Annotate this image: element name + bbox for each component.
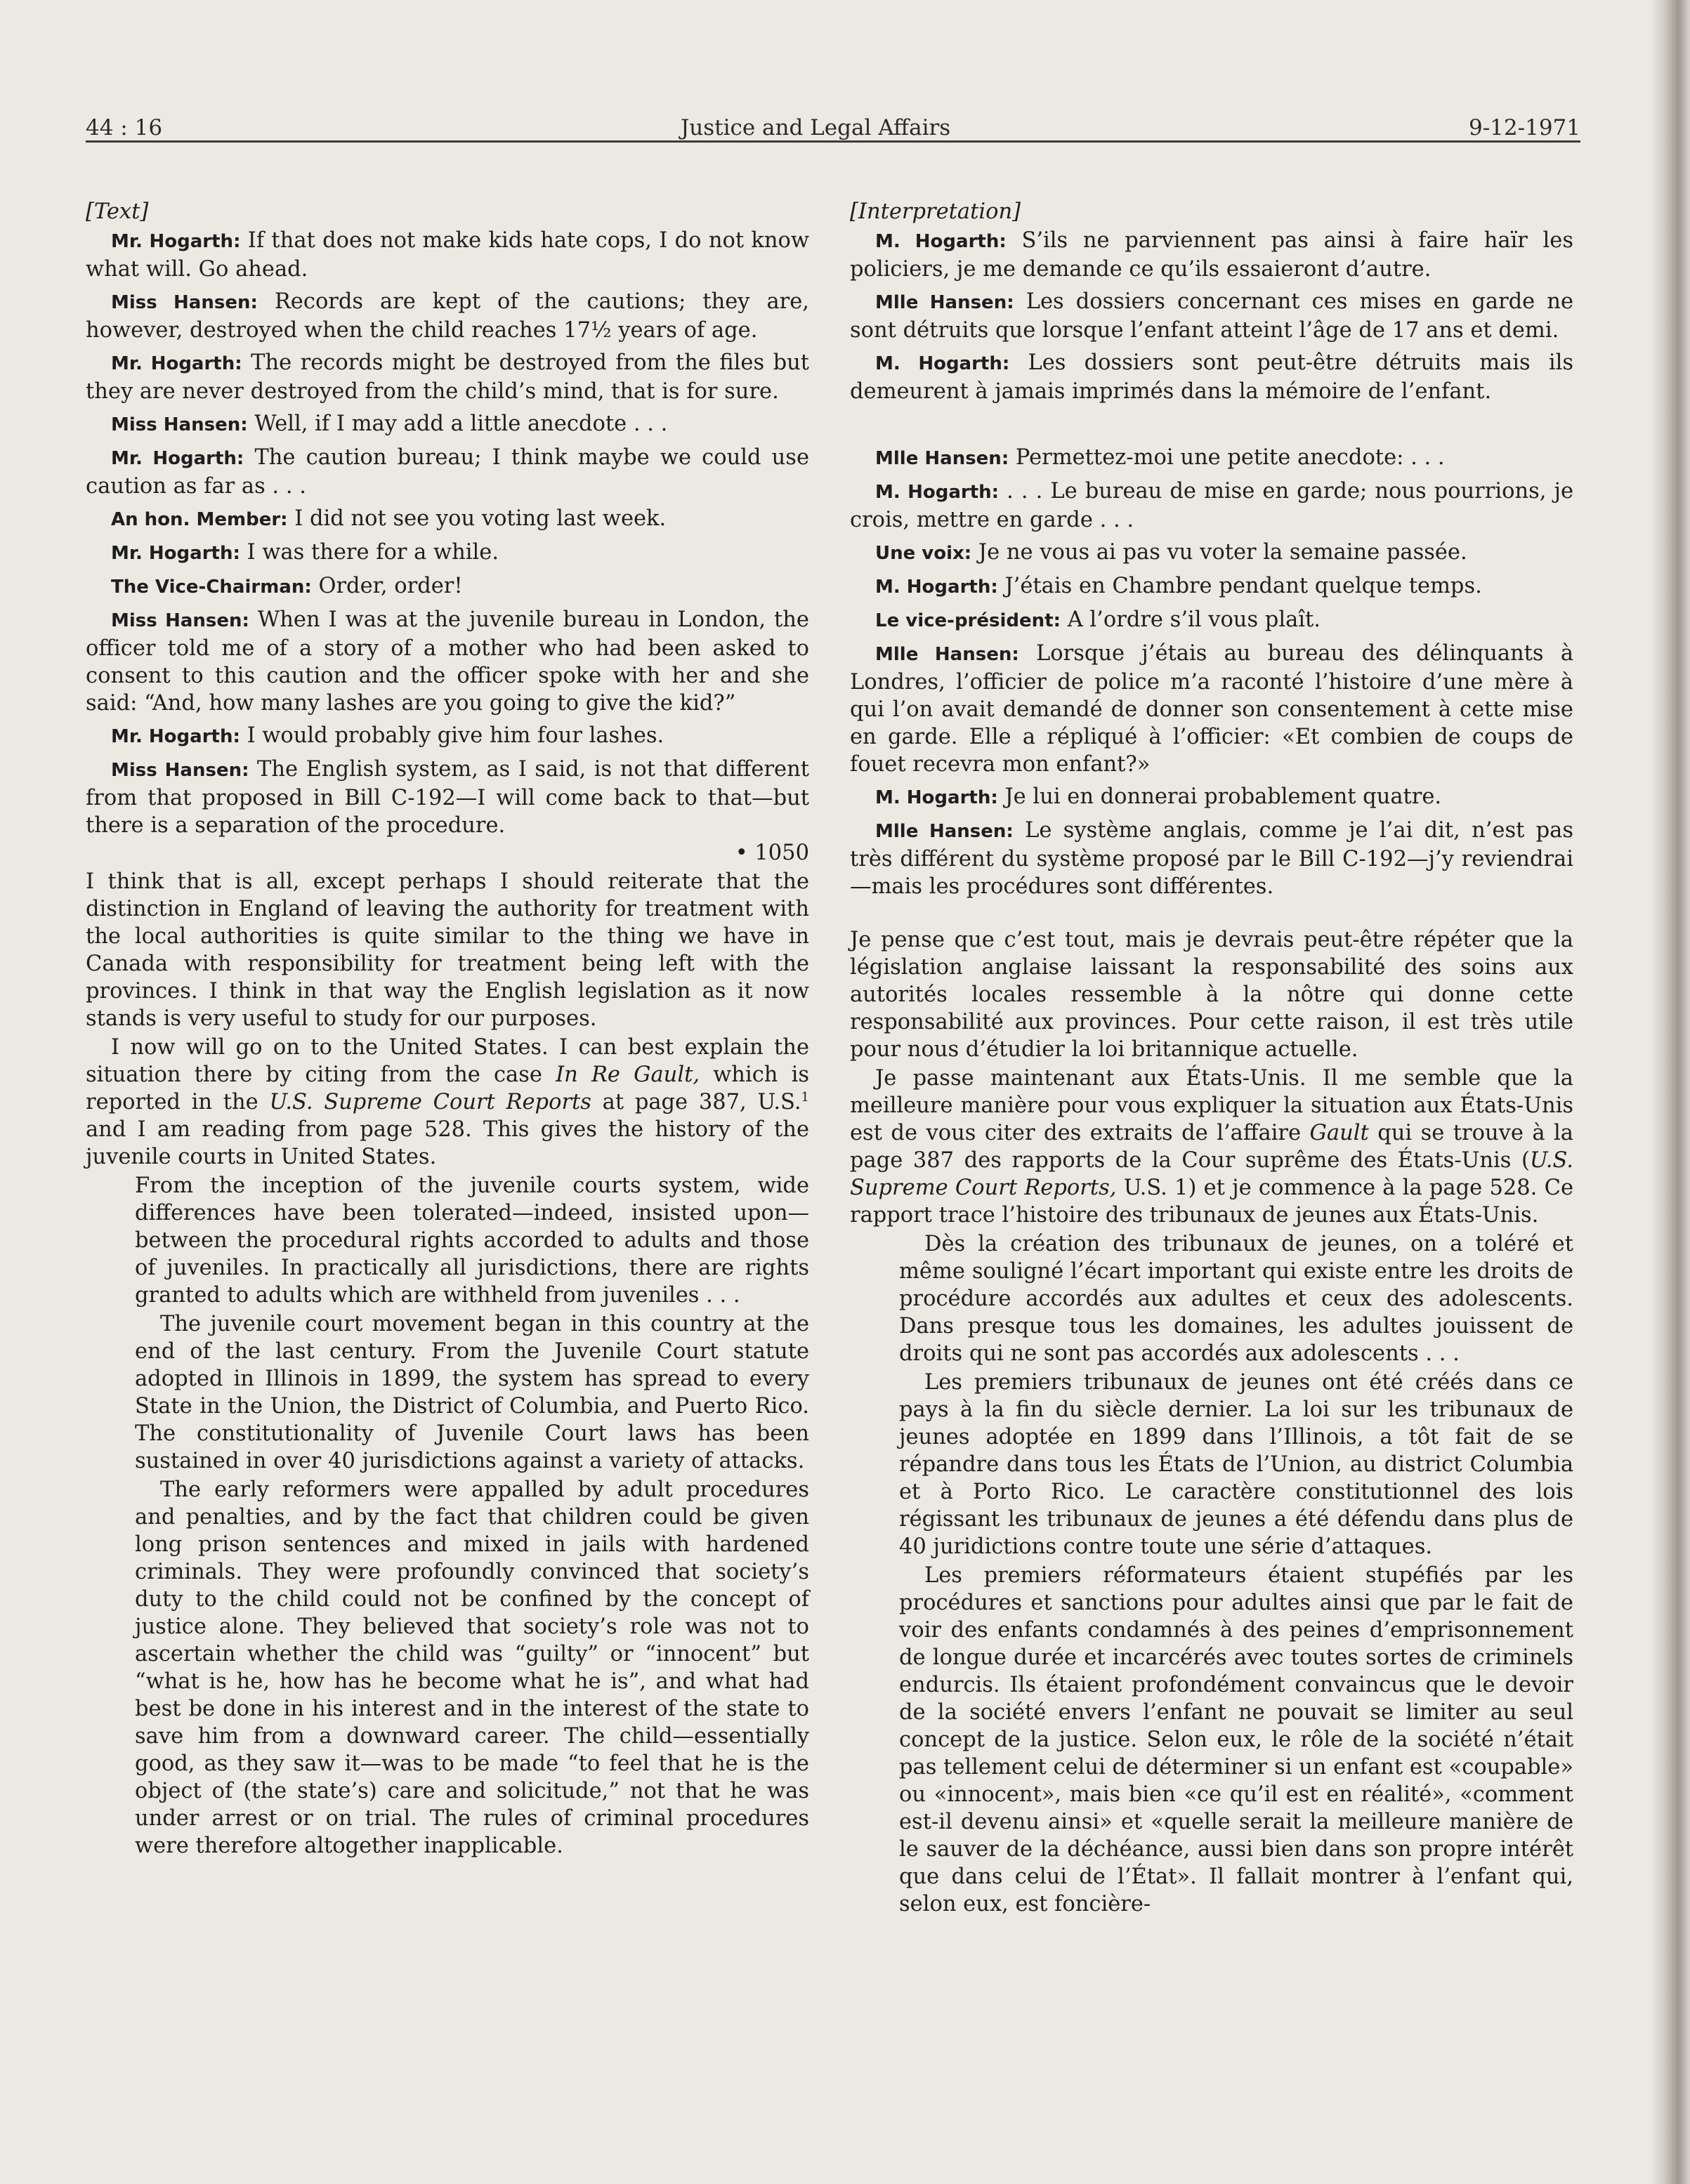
speaker-name: Une voix: [875, 543, 972, 564]
column-english [86, 198, 809, 1861]
speech-text: Les dossiers sont peut-être détruits mais ils demeurent à jamais imprimés dans la mémoire de l’enfant. [850, 350, 1573, 404]
speaker-name: M. Hogarth: [875, 353, 1010, 374]
paragraph: I think that is all, except perhaps I should reiterate that the distinction in England of leaving the authority for treatment with the local authorities is quite similar to the thing we have in Canada with responsibility for treatment being left with the provinces. I think in that way the English legislation as it now stands is very useful to study for our purposes. [86, 869, 809, 1031]
speech-item [850, 349, 1573, 405]
quote-paragraph: The early reformers were appalled by adult procedures and penalties, and by the fact that children could be given long prison sentences and mixed in jails with hardened criminals. They were profoundly convinced that society’s duty to the child could not be confined by the concept of justice alone. They believed that society’s role was not to ascertain whether the child was “guilty” or “innocent” but “what is he, how has he become what he is”, and what had best be done in his interest and in the interest of the state to save him from a downward career. The child—essentially good, as they saw it—was to be made “to feel that he is the object of (the state’s) care and solicitude,” not that he was under arrest or on trial. The rules of criminal procedures were therefore altogether inapplicable. [135, 1478, 809, 1858]
speech-item [86, 606, 809, 717]
page-number: 44 : 16 [86, 115, 163, 140]
reports-title: U.S. Supreme Court Reports, [850, 1148, 1573, 1200]
speech-item [850, 227, 1573, 283]
speaker-name: M. Hogarth: [875, 482, 1000, 503]
speaker-name: Mr. Hogarth: [111, 543, 240, 564]
speaker-name: An hon. Member: [111, 509, 288, 530]
speech-item [850, 606, 1573, 635]
speech-item [850, 640, 1573, 778]
page-header [86, 105, 1580, 140]
speech-item [86, 572, 809, 601]
speaker-name: Miss Hansen: [111, 414, 248, 435]
speech-text: . . . Le bureau de mise en garde; nous pourrions, je crois, mettre en garde . . . [850, 479, 1573, 532]
speech-text: S’ils ne parviennent pas ainsi à faire haïr les policiers, je me demande ce qu’ils essaieront d’autre. [850, 228, 1573, 282]
paragraph: I now will go on to the United States. I can best explain the situation there by citing from the case In Re Gault, which is reported in the U.S. Supreme Court Reports at page 387, U.S.$^1$ and I am reading from page 528. This gives the history of the juvenile courts in United States. [86, 1035, 809, 1169]
block-quote [899, 1230, 1573, 1918]
reports-title: U.S. Supreme Court Reports [269, 1090, 591, 1114]
speaker-name: Mr. Hogarth: [111, 231, 241, 252]
speech-text: A l’ordre s’il vous plaît. [1067, 607, 1321, 632]
speech-item [86, 227, 809, 283]
quote-paragraph: The juvenile court movement began in this country at the end of the last century. From the Juvenile Court statute adopted in Illinois in 1899, the system has spread to every State in the Union, the District of Columbia, and Puerto Rico. The constitutionality of Juvenile Court laws has been sustained in over 40 jurisdictions against a variety of attacks. [135, 1312, 809, 1473]
block-quote [135, 1172, 809, 1860]
speaker-name: Mlle Hansen: [875, 821, 1014, 842]
speech-item [850, 817, 1573, 900]
speech-item [850, 444, 1573, 473]
page-title: Justice and Legal Affairs [680, 115, 951, 140]
column-label: [Text] [86, 199, 149, 224]
speech-item [86, 756, 809, 839]
column-spacer [850, 410, 1573, 444]
speaker-name: Miss Hansen: [111, 760, 249, 781]
quote-paragraph: Dès la création des tribunaux de jeunes, on a toléré et même souligné l’écart important qui existe entre les droits de procédure accordés aux adultes et ceux des adolescents. Dans presque tous les domaines, les adultes jouissent de droits qui ne sont pas accordés aux adolescents . . . [899, 1232, 1573, 1366]
speech-text: I was there for a while. [247, 540, 499, 565]
speech-text: Order, order! [318, 574, 463, 598]
speech-text: Records are kept of the cautions; they are, however, destroyed when the child reaches 17½ years of age. [86, 289, 809, 343]
speech-text: Je lui en donnerai probablement quatre. [1004, 784, 1442, 809]
speech-item [86, 288, 809, 344]
column-french [850, 198, 1573, 1919]
speech-text: Lorsque j’étais au bureau des délinquants à Londres, l’officier de police m’a raconté l’histoire d’une mère à qui l’on avait demandé de donner son consentement à cette mise en garde. Elle a répliqué à l’officier: «Et combien de coups de fouet recevra mon enfant?» [850, 641, 1573, 777]
speaker-name: M. Hogarth: [875, 787, 998, 808]
speaker-name: Mr. Hogarth: [111, 448, 244, 469]
speaker-name: Miss Hansen: [111, 610, 249, 631]
speech-item [86, 410, 809, 439]
speech-text: I would probably give him four lashes. [247, 723, 664, 748]
speaker-name: Mr. Hogarth: [111, 353, 242, 374]
speech-text: The English system, as I said, is not that different from that proposed in Bill C-192—I will come back to that—but there is a separation of the procedure. [86, 757, 809, 838]
speech-item [850, 539, 1573, 567]
speaker-name: Le vice-président: [875, 610, 1061, 631]
speech-item [86, 505, 809, 534]
speech-item [850, 478, 1573, 534]
speaker-name: Mlle Hansen: [875, 292, 1014, 313]
footnote-ref: 1 [801, 1089, 809, 1105]
speech-text: Le système anglais, comme je l’ai dit, n’est pas très différent du système proposé par le Bill C-192—j’y reviendrai—mais les procédures sont différentes. [850, 818, 1574, 899]
case-name: In Re Gault, [556, 1063, 700, 1087]
speech-text: Well, if I may add a little anecdote . . . [254, 412, 668, 436]
speech-item [850, 783, 1573, 812]
speech-item [86, 722, 809, 751]
quote-paragraph: Les premiers réformateurs étaient stupéfiés par les procédures et sanctions pour adultes ainsi que par le fait de voir des enfants condamnés à des peines d’emprisonnement de longue durée et incarcérés avec toutes sortes de criminels endurcis. Ils étaient profondément convaincus que le devoir de la société envers l’enfant ne pouvait se limiter au seul concept de la justice. Selon eux, le rôle de la société n’était pas tellement celui de déterminer si un enfant est «coupable» ou «innocent», mais bien «ce qu’il est en réalité», «comment est-il devenu ainsi» et «quelle serait la meilleure manière de le sauver de la déchéance, aussi bien dans son propre intérêt que dans celui de l’État». Il fallait montrer à l’enfant qui, selon eux, est foncière- [899, 1563, 1573, 1916]
speaker-name: M. Hogarth: [875, 231, 1007, 252]
column-spacer [850, 905, 1573, 926]
speech-text: J’étais en Chambre pendant quelque temps. [1004, 574, 1482, 598]
page-date: 9-12-1971 [1468, 115, 1580, 140]
time-marker: • 1050 [735, 841, 809, 865]
speaker-name: Mlle Hansen: [875, 448, 1009, 469]
column-label: [Interpretation] [850, 199, 1021, 224]
speech-item [850, 288, 1573, 344]
speech-item [850, 572, 1573, 601]
header-rule [86, 140, 1580, 143]
speaker-name: Mlle Hansen: [875, 644, 1019, 665]
quote-paragraph: From the inception of the juvenile courts system, wide differences have been tolerated—indeed, insisted upon—between the procedural rights accorded to adults and those of juveniles. In practically all jurisdictions, there are rights granted to adults which are withheld from juveniles . . . [135, 1173, 809, 1308]
speech-item [86, 539, 809, 567]
speaker-name: Mr. Hogarth: [111, 726, 240, 747]
speaker-name: Miss Hansen: [111, 292, 258, 313]
speaker-name: The Vice-Chairman: [111, 577, 312, 598]
page-gutter-shadow [1651, 0, 1690, 2184]
speech-text: If that does not make kids hate cops, I do not know what will. Go ahead. [86, 228, 809, 282]
speech-item [86, 444, 809, 500]
speech-text: The caution bureau; I think maybe we could use caution as far as . . . [86, 445, 809, 499]
case-name: Gault [1309, 1121, 1369, 1145]
speech-text: Je ne vous ai pas vu voter la semaine passée. [978, 540, 1467, 565]
speech-text: When I was at the juvenile bureau in London, the officer told me of a story of a mother who had been asked to consent to this caution and the officer spoke with her and she said: “And, how many lashes are you going to give the kid?” [86, 607, 809, 716]
speech-text: I did not see you voting last week. [294, 506, 667, 531]
quote-paragraph: Les premiers tribunaux de jeunes ont été créés dans ce pays à la fin du siècle dernier. La loi sur les tribunaux de jeunes adoptée en 1899 dans l’Illinois, a tôt fait de se répandre dans tous les États de l’Union, au district Columbia et à Porto Rico. Le caractère constitutionnel des lois régissant les tribunaux de jeunes a été défendu dans plus de 40 juridictions contre toute une série d’attaques. [899, 1370, 1573, 1559]
paragraph: Je passe maintenant aux États-Unis. Il me semble que la meilleure manière pour vous expliquer la situation aux États-Unis est de vous citer des extraits de l’affaire Gault qui se trouve à la page 387 des rapports de la Cour suprême des États-Unis (U.S. Supreme Court Reports, U.S. 1) et je commence à la page 528. Ce rapport trace l’histoire des tribunaux de jeunes aux États-Unis. [850, 1066, 1573, 1228]
paragraph: Je pense que c’est tout, mais je devrais peut-être répéter que la législation anglaise laissant la responsabilité des soins aux autorités locales ressemble à la nôtre qui donne cette responsabilité aux provinces. Pour cette raison, il est très utile pour nous d’étudier la loi britannique actuelle. [850, 928, 1573, 1062]
speech-text: Les dossiers concernant ces mises en garde ne sont détruits que lorsque l’enfant atteint l’âge de 17 ans et demi. [850, 289, 1573, 343]
speech-text: Permettez-moi une petite anecdote: . . . [1015, 445, 1445, 470]
speech-item [86, 349, 809, 405]
speaker-name: M. Hogarth: [875, 577, 998, 598]
speech-text: The records might be destroyed from the files but they are never destroyed from the child’s mind, that is for sure. [86, 350, 809, 404]
